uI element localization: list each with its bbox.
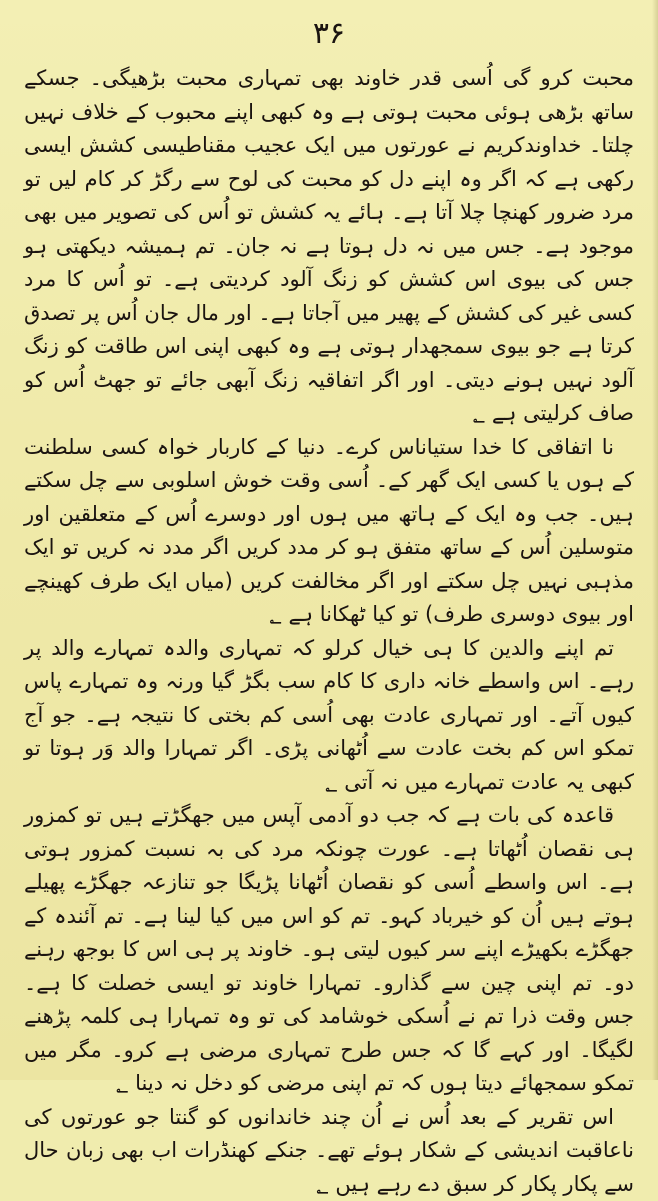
page-edge-shadow [652, 0, 658, 1080]
paragraph-quarrel-rule: قاعدہ کی بات ہے کہ جب دو آدمی آپس میں جھگڑتے ہیں تو کمزور ہی نقصان اُٹھاتا ہے۔ عورت چونکہ مرد کی بہ نسبت کمزور ہوتی ہے۔ اس واسطے اُسی کو نقصان اُٹھانا پڑیگا جو تنازعہ جھگڑے پھیلے ہوتے ہیں اُن کو خیرباد کہو۔ تم کو اس میں کیا لینا ہے۔ تم آئندہ کے جھگڑے بکھیڑے اپنے سر کیوں لیتی ہو۔ خاوند پر ہی اس کا بوجھ رہنے دو۔ تم اپنی چین سے گذارو۔ تمہارا خاوند تو ایسی خصلت کا ہے۔ جس وقت ذرا تم نے اُسکی خوشامد کی تو وہ تمہارا ہی کلمہ پڑھنے لگیگا۔ اور کہے گا کہ جس طرح تمہاری مرضی ہے کرو۔ مگر میں تمکو سمجھائے دیتا ہوں کہ تم اپنی مرضی کو دخل نہ دینا ؂ [24, 799, 634, 1101]
paragraph-parents-example: تم اپنے والدین کا ہی خیال کرلو کہ تمہاری والدہ تمہارے والد پر رہے۔ اس واسطے خانہ داری کا کام سب بگڑ گیا ورنہ وہ تمہارے پاس کیوں آتے۔ اور تمہاری عادت بھی اُسی کم بختی کا نتیجہ ہے۔ جو آج تمکو اس کم بخت عادت سے اُٹھانی پڑی۔ اگر تمہارا والد وَر ہوتا تو کبھی یہ عادت تمہارے میں نہ آتی ؂ [24, 632, 634, 800]
body-text [24, 62, 634, 1201]
paragraph-love-attraction: محبت کرو گی اُسی قدر خاوند بھی تمہاری محبت بڑھیگی۔ جسکے ساتھ بڑھی ہوئی محبت ہوتی ہے وہ کبھی اپنے محبوب کے خلاف نہیں چلتا۔ خداوندکریم نے عورتوں میں ایک عجیب مقناطیسی کشش ایسی رکھی ہے کہ اگر وہ اپنے دل کو محبت کی لوح سے رگڑ کر کام لیں تو مرد ضرور کھنچا چلا آتا ہے۔ ہائے یہ کشش تو اُس کی تصویر میں بھی موجود ہے۔ جس میں نہ دل ہوتا ہے نہ جان۔ تم ہمیشہ دیکھتی ہو جس کی بیوی اس کشش کو زنگ آلود کردیتی ہے۔ تو اُس کا مرد کسی غیر کی کشش کے پھیر میں آجاتا ہے۔ اور مال جان اُس پر تصدق کرتا ہے جو بیوی سمجھدار ہوتی ہے وہ کبھی اپنی اس طاقت کو زنگ آلود نہیں ہونے دیتی۔ اور اگر اتفاقیہ زنگ آبھی جائے تو جھٹ اُس کو صاف کرلیتی ہے ؂ [24, 62, 634, 431]
paragraph-closing: اس تقریر کے بعد اُس نے اُن چند خاندانوں کو گنتا جو عورتوں کی ناعاقبت اندیشی کے شکار ہوئے تھے۔ جنکے کھنڈرات اب بھی زبان حال سے پکار پکار کر سبق دے رہے ہیں ؂ [24, 1101, 634, 1201]
paragraph-discord: نا اتفاقی کا خدا ستیاناس کرے۔ دنیا کے کاربار خواہ کسی سلطنت کے ہوں یا کسی ایک گھر کے۔ اُسی وقت خوش اسلوبی سے چل سکتے ہیں۔ جب وہ ایک کے ہاتھ میں ہوں اور دوسرے اُس کے متعلقین اور متوسلین اُس کے ساتھ متفق ہو کر مدد کریں اگر مدد نہ کریں تو ایک مذہبی نہیں چل سکتے اور اگر مخالفت کریں (میاں ایک طرف کھینچے اور بیوی دوسری طرف) تو کیا ٹھکانا ہے ؂ [24, 431, 634, 632]
page-number: ۳۶ [0, 14, 658, 54]
